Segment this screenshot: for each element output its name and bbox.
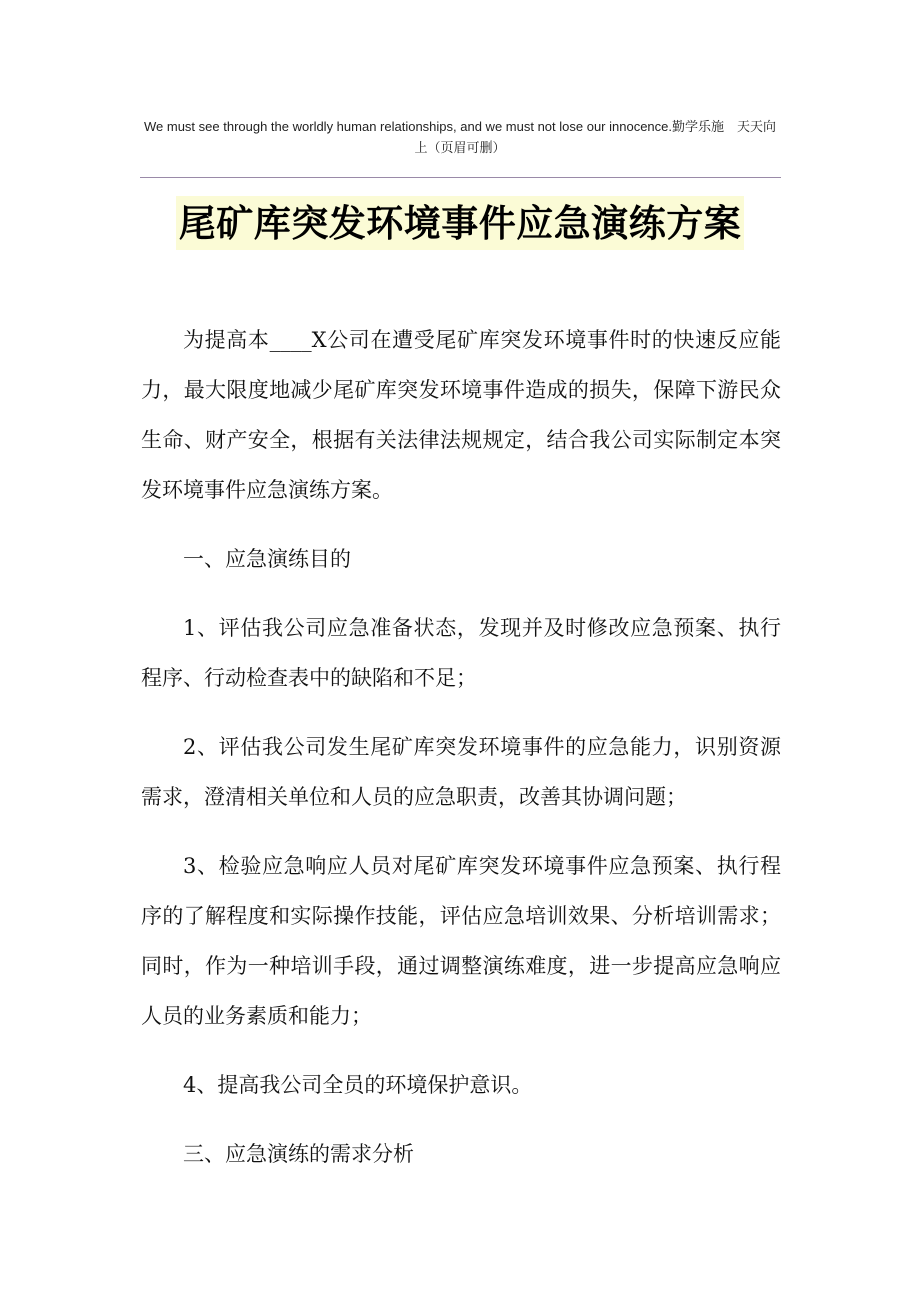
header-line-2: 上（页眉可删） — [414, 140, 506, 155]
section-heading-purpose: 一、应急演练目的 — [183, 547, 351, 571]
list-item-4: 4、提高我公司全员的环境保护意识。 — [183, 1073, 533, 1097]
header-line-1: We must see through the worldly human relationships, and we must not lose our innocence.勤学乐施 天天向 — [144, 119, 776, 134]
list-item-2: 2、评估我公司发生尾矿库突发环境事件的应急能力，识别资源需求，澄清相关单位和人员的应急职责，改善其协调问题； — [141, 735, 781, 809]
document-body — [141, 315, 781, 1198]
intro-paragraph: 为提高本____X公司在遭受尾矿库突发环境事件时的快速反应能力，最大限度地减少尾矿库突发环境事件造成的损失，保障下游民众生命、财产安全，根据有关法律法规规定，结合我公司实际制定本突发环境事件应急演练方案。 — [141, 328, 781, 502]
document-title: 尾矿库突发环境事件应急演练方案 — [176, 196, 745, 250]
list-item-3: 3、检验应急响应人员对尾矿库突发环境事件应急预案、执行程序的了解程度和实际操作技能，评估应急培训效果、分析培训需求；同时，作为一种培训手段，通过调整演练难度，进一步提高应急响应人员的业务素质和能力； — [141, 854, 781, 1028]
title-container — [0, 196, 920, 250]
list-item-1: 1、评估我公司应急准备状态，发现并及时修改应急预案、执行程序、行动检查表中的缺陷和不足； — [141, 616, 781, 690]
section-heading-needs: 三、应急演练的需求分析 — [183, 1142, 414, 1166]
header-divider — [140, 177, 781, 178]
page-header — [140, 116, 780, 158]
